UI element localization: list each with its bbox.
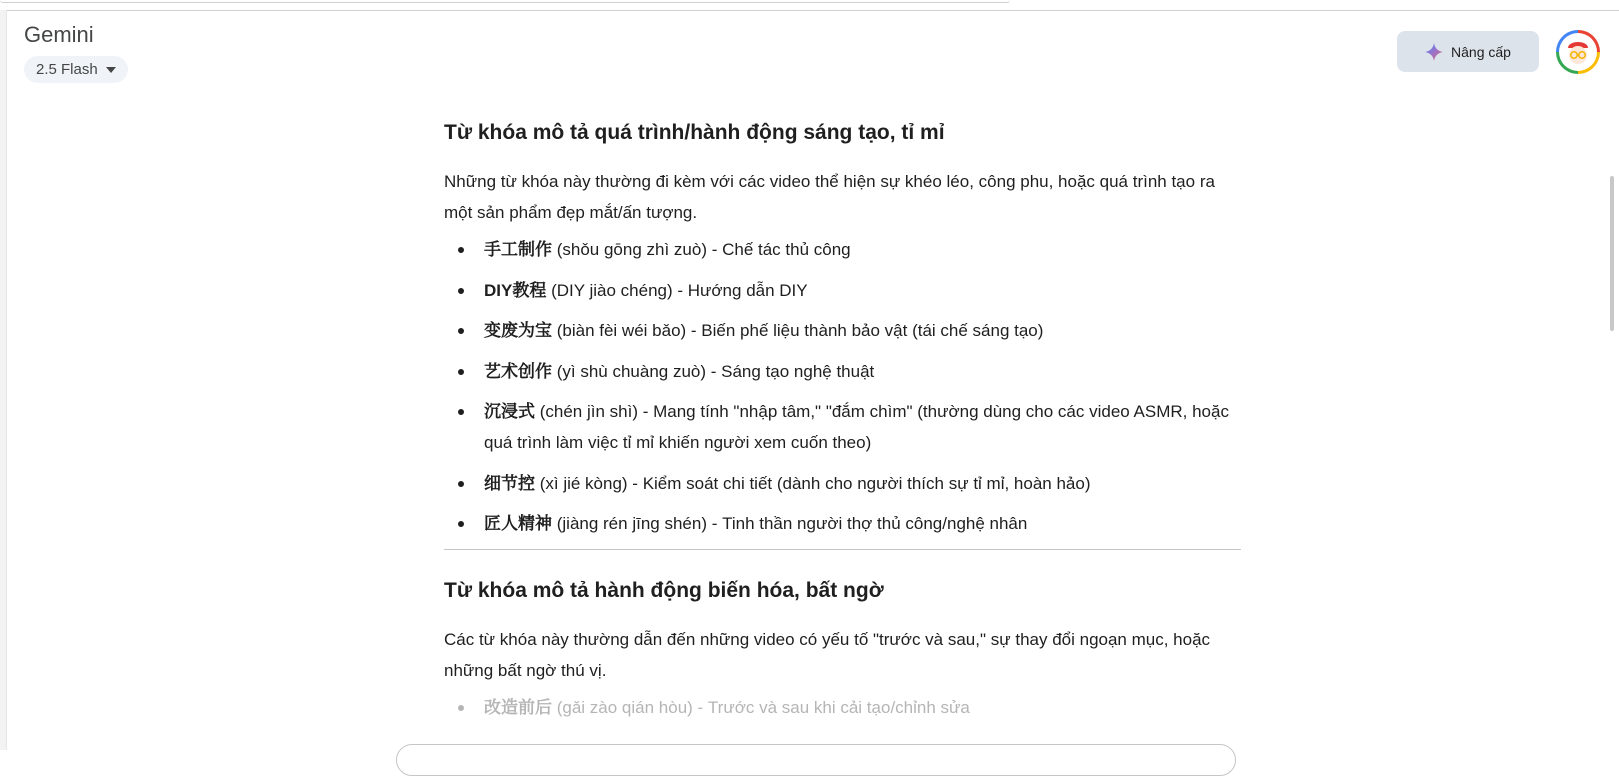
keyword-desc: (gǎi zào qián hòu) - Trước và sau khi cải tạo/chỉnh sửa [552,698,970,717]
section-intro: Các từ khóa này thường dẫn đến những video có yếu tố "trước và sau," sự thay đổi ngoạn mục, hoặc những bất ngờ thú vị. [444,630,1211,680]
keyword-term: 沉浸式 [484,402,535,421]
keyword-desc: (xì jié kòng) - Kiểm soát chi tiết (dành cho người thích sự tỉ mỉ, hoàn hảo) [535,473,1091,493]
browser-top-strip [0,0,1619,11]
list-item [444,275,1241,306]
keyword-term: 手工制作 [484,240,552,259]
keyword-term: 变废为宝 [484,321,552,340]
keyword-desc: (yì shù chuàng zuò) - Sáng tạo nghệ thuật [552,361,875,381]
keyword-desc: (chén jìn shì) - Mang tính "nhập tâm," "đắm chìm" (thường dùng cho các video ASMR, hoặc quá trình làm việc tỉ mỉ khiến người xem cuốn theo) [484,402,1229,452]
app-title: Gemini [24,22,94,47]
list-item [444,508,1241,539]
sparkle-icon [1425,43,1443,61]
avatar-face [1559,33,1597,71]
list-item [444,396,1241,458]
section-divider [444,549,1241,550]
keyword-term: 艺术创作 [484,361,552,381]
section-intro: Những từ khóa này thường đi kèm với các video thể hiện sự khéo léo, công phu, hoặc quá trình tạo ra một sản phẩm đẹp mắt/ấn tượng. [444,172,1215,222]
tab-edge [0,0,1010,3]
keyword-term: 细节控 [484,473,535,493]
chevron-down-icon [106,67,116,73]
keyword-desc: (DIY jiào chéng) - Hướng dẫn DIY [546,280,808,300]
prompt-input-box[interactable] [396,744,1236,776]
keyword-desc: (shǒu gōng zhì zuò) - Chế tác thủ công [552,240,851,259]
list-item [444,692,1241,723]
scrollbar-thumb[interactable] [1610,176,1614,331]
keyword-term: 改造前后 [484,698,552,717]
section-heading: Từ khóa mô tả quá trình/hành động sáng tạo, tỉ mỉ [444,121,945,144]
user-avatar[interactable] [1556,30,1600,74]
list-item [444,234,1241,265]
model-selector[interactable] [24,56,128,83]
model-selector-label: 2.5 Flash [36,61,98,78]
keyword-desc: (biàn fèi wéi bǎo) - Biến phế liệu thành bảo vật (tái chế sáng tạo) [552,321,1044,340]
list-item [444,356,1241,387]
list-item [444,315,1241,346]
keyword-list [444,692,1241,723]
list-item [444,468,1241,499]
section-heading: Từ khóa mô tả hành động biến hóa, bất ngờ [444,579,884,602]
response-content [444,118,1241,733]
keyword-list [444,234,1241,539]
avatar-illustration-icon [1562,36,1594,68]
left-sidebar-rail [0,10,7,750]
upgrade-button[interactable] [1397,31,1539,72]
keyword-desc: (jiàng rén jīng shén) - Tinh thần người thợ thủ công/nghệ nhân [552,514,1028,533]
keyword-term: DIY教程 [484,280,547,300]
keyword-term: 匠人精神 [484,514,552,533]
upgrade-button-label: Nâng cấp [1451,43,1511,60]
